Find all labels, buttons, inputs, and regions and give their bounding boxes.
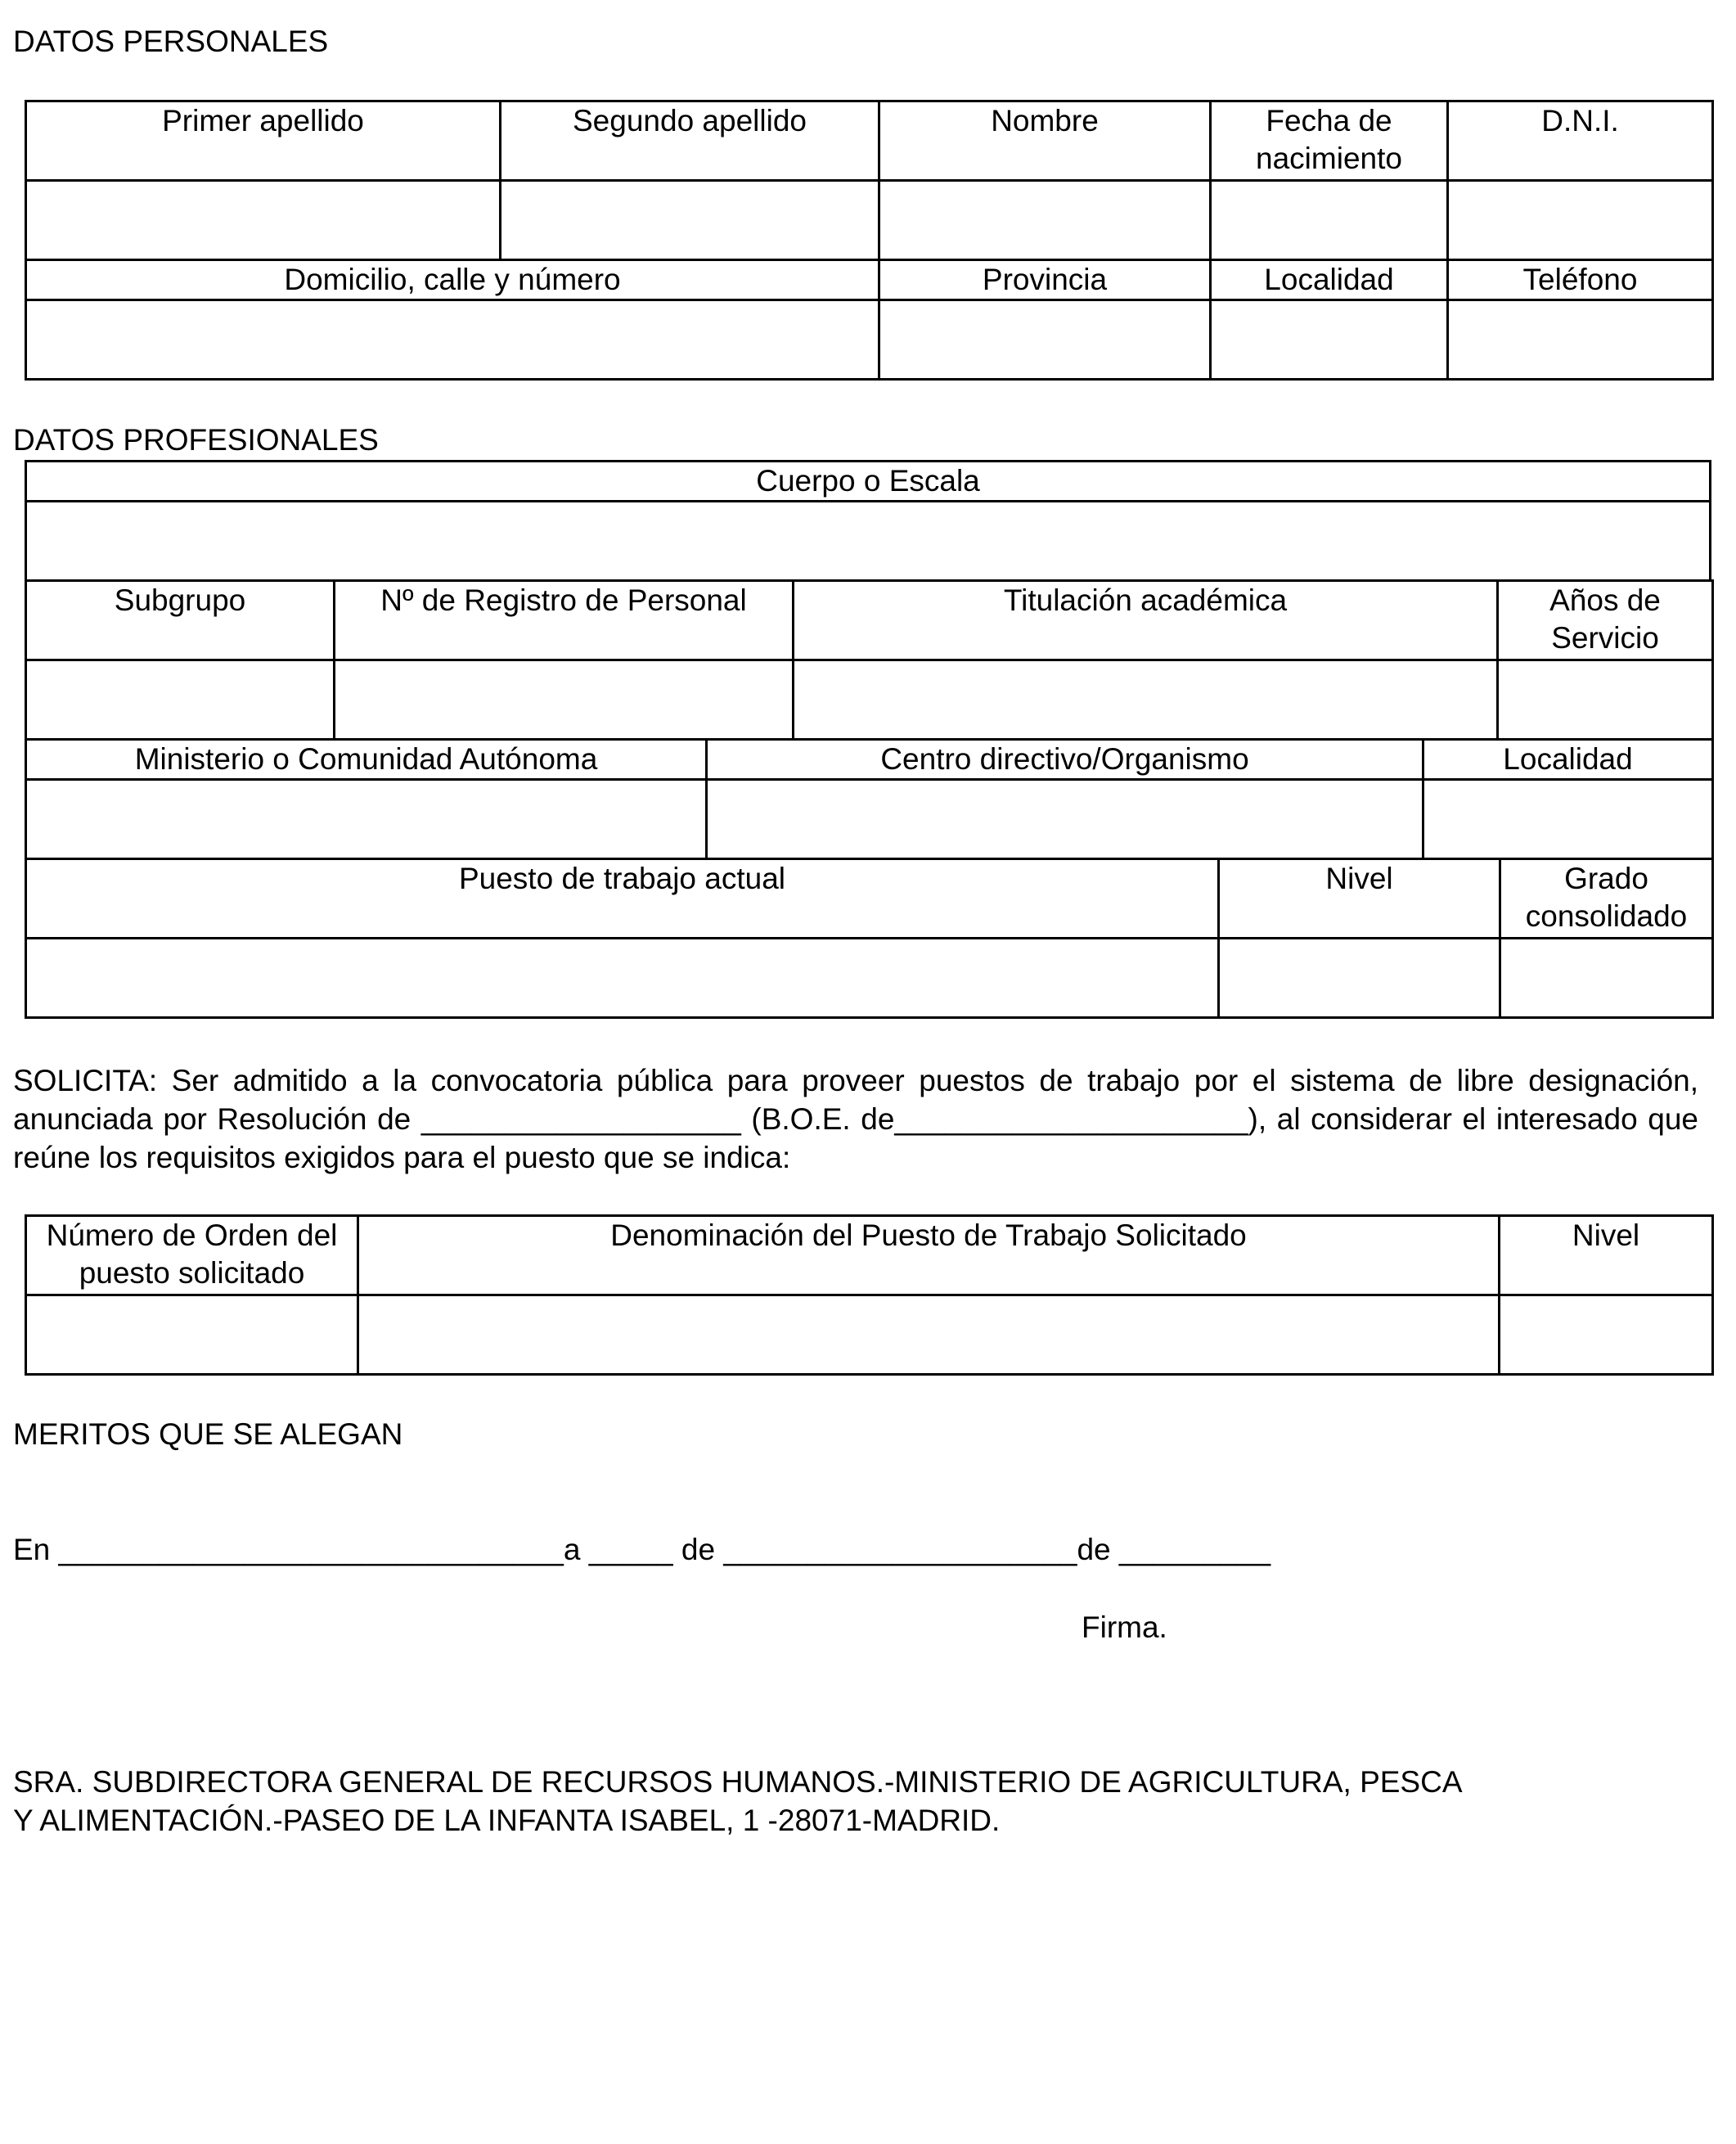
cuerpo-input-row [26, 502, 1711, 581]
personal-input-row [26, 181, 1713, 260]
anos-servicio-field[interactable] [1498, 660, 1713, 740]
puesto-actual-input-row [26, 939, 1713, 1018]
fecha-nacimiento-header: Fecha de nacimiento [1211, 101, 1448, 181]
subgrupo-header-row [26, 581, 1713, 660]
subgrupo-input-row [26, 660, 1713, 740]
ministerio-field[interactable] [26, 780, 707, 859]
ministerio-header: Ministerio o Comunidad Autónoma [26, 740, 707, 780]
localidad-prof-field[interactable] [1423, 780, 1713, 859]
puesto-solicitado-input-row [26, 1295, 1713, 1375]
localidad-header: Localidad [1211, 260, 1448, 300]
address-input-row [26, 300, 1713, 380]
registro-personal-field[interactable] [335, 660, 794, 740]
dni-header: D.N.I. [1448, 101, 1713, 181]
nivel-header: Nivel [1219, 859, 1500, 939]
cuerpo-escala-field[interactable] [26, 502, 1711, 581]
nivel-solicitado-header: Nivel [1500, 1216, 1713, 1295]
nivel-solicitado-field[interactable] [1500, 1295, 1713, 1375]
titulacion-header: Titulación académica [794, 581, 1498, 660]
personal-data-heading: DATOS PERSONALES [13, 25, 329, 58]
domicilio-field[interactable] [26, 300, 879, 380]
segundo-apellido-header: Segundo apellido [501, 101, 879, 181]
titulacion-field[interactable] [794, 660, 1498, 740]
grado-consolidado-field[interactable] [1500, 939, 1713, 1018]
segundo-apellido-field[interactable] [501, 181, 879, 260]
ministerio-table [25, 738, 1714, 860]
address-header-row [26, 260, 1713, 300]
ministerio-header-row [26, 740, 1713, 780]
cuerpo-header-row [26, 462, 1711, 502]
subgrupo-field[interactable] [26, 660, 335, 740]
centro-directivo-field[interactable] [707, 780, 1423, 859]
solicita-paragraph: SOLICITA: Ser admitido a la convocatoria pública para proveer puestos de trabajo por el sistema de libre designación, anunciada por Resolución de ___________________ (B.O.E. de_____________________), al considerar el interesado que reúne los requisitos exigidos para el puesto que se indica: [13, 1064, 1698, 1174]
denominacion-puesto-field[interactable] [358, 1295, 1500, 1375]
localidad-prof-header: Localidad [1423, 740, 1713, 780]
numero-orden-field[interactable] [26, 1295, 358, 1375]
numero-orden-header: Número de Orden del puesto solicitado [26, 1216, 358, 1295]
telefono-header: Teléfono [1448, 260, 1713, 300]
professional-data-heading: DATOS PROFESIONALES [13, 423, 379, 457]
cuerpo-escala-header: Cuerpo o Escala [26, 462, 1711, 502]
subgrupo-header: Subgrupo [26, 581, 335, 660]
registro-personal-header: Nº de Registro de Personal [335, 581, 794, 660]
dni-field[interactable] [1448, 181, 1713, 260]
ministerio-input-row [26, 780, 1713, 859]
primer-apellido-header: Primer apellido [26, 101, 501, 181]
puesto-actual-header: Puesto de trabajo actual [26, 859, 1219, 939]
provincia-field[interactable] [879, 300, 1211, 380]
puesto-actual-table [25, 858, 1714, 1019]
addressee-line-1: SRA. SUBDIRECTORA GENERAL DE RECURSOS HUMANOS.-MINISTERIO DE AGRICULTURA, PESCA [13, 1765, 1463, 1799]
fecha-nacimiento-field[interactable] [1211, 181, 1448, 260]
subgrupo-table [25, 579, 1714, 741]
telefono-field[interactable] [1448, 300, 1713, 380]
nombre-field[interactable] [879, 181, 1211, 260]
cuerpo-table [25, 460, 1711, 582]
puesto-solicitado-header-row [26, 1216, 1713, 1295]
puesto-solicitado-table [25, 1214, 1714, 1376]
personal-header-row [26, 101, 1713, 181]
centro-directivo-header: Centro directivo/Organismo [707, 740, 1423, 780]
grado-consolidado-header: Grado consolidado [1500, 859, 1713, 939]
localidad-field[interactable] [1211, 300, 1448, 380]
place-date-line: En ______________________________a _____ de _____________________de _________ [13, 1533, 1271, 1566]
firma-label: Firma. [1082, 1610, 1167, 1644]
anos-servicio-header: Años de Servicio [1498, 581, 1713, 660]
nombre-header: Nombre [879, 101, 1211, 181]
provincia-header: Provincia [879, 260, 1211, 300]
puesto-actual-field[interactable] [26, 939, 1219, 1018]
primer-apellido-field[interactable] [26, 181, 501, 260]
addressee-line-2: Y ALIMENTACIÓN.-PASEO DE LA INFANTA ISABEL, 1 -28071-MADRID. [13, 1804, 1001, 1837]
nivel-field[interactable] [1219, 939, 1500, 1018]
puesto-actual-header-row [26, 859, 1713, 939]
meritos-heading: MERITOS QUE SE ALEGAN [13, 1417, 403, 1451]
denominacion-puesto-header: Denominación del Puesto de Trabajo Solicitado [358, 1216, 1500, 1295]
personal-data-table [25, 100, 1714, 381]
domicilio-header: Domicilio, calle y número [26, 260, 879, 300]
